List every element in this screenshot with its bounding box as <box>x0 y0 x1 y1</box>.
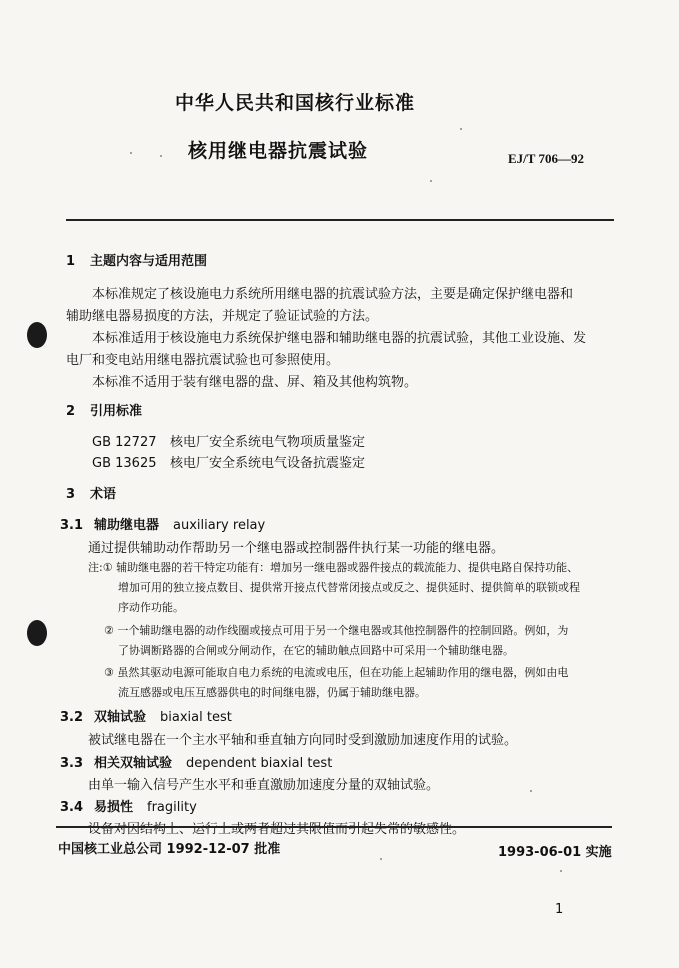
note-marker: ③ <box>104 666 114 679</box>
scan-speck <box>560 870 562 872</box>
note-marker: ② <box>104 624 114 637</box>
footer-rule <box>56 826 612 828</box>
scan-speck <box>460 128 462 130</box>
section-title: 主题内容与适用范围 <box>90 254 208 269</box>
paragraph-line: 辅助继电器易损度的方法，并规定了验证试验的方法。 <box>66 309 379 324</box>
note-line: 增加可用的独立接点数目、提供常开接点代替常闭接点或反之、提供延时、提供简单的联锁或程 <box>118 581 580 594</box>
term-number: 3.2 <box>60 710 84 725</box>
term-en: biaxial test <box>160 710 232 725</box>
section-number: 2 <box>66 404 76 419</box>
scan-speck <box>430 180 432 182</box>
punch-hole-bottom <box>27 620 47 646</box>
paragraph-line: 电厂和变电站用继电器抗震试验也可参照使用。 <box>66 353 340 368</box>
scan-speck <box>160 155 162 157</box>
scan-speck <box>530 790 532 792</box>
reference-code: GB 12727 <box>92 435 157 450</box>
reference-item <box>92 452 365 471</box>
org-heading: 中华人民共和国核行业标准 <box>175 92 416 114</box>
note-text: 虽然其驱动电源可能取自电力系统的电流或电压，但在功能上起辅助作用的继电器，例如由电 <box>117 666 569 679</box>
reference-title: 核电厂安全系统电气设备抗震鉴定 <box>170 456 366 471</box>
standard-code: EJ/T 706—92 <box>508 151 584 166</box>
term-cn: 辅助继电器 <box>94 518 160 533</box>
note-line: 序动作功能。 <box>118 601 184 614</box>
term-number: 3.4 <box>60 800 84 815</box>
term-number: 3.1 <box>60 518 84 533</box>
reference-code: GB 13625 <box>92 456 157 471</box>
header-rule <box>66 219 614 221</box>
term-cn: 双轴试验 <box>94 710 147 725</box>
section-2-heading <box>66 400 142 419</box>
reference-title: 核电厂安全系统电气物项质量鉴定 <box>170 435 366 450</box>
note-text: 一个辅助继电器的动作线圈或接点可用于另一个继电器或其他控制器件的控制回路。例如，为 <box>117 624 569 637</box>
term-number: 3.3 <box>60 756 84 771</box>
section-title: 引用标准 <box>90 404 143 419</box>
reference-item <box>92 431 365 450</box>
term-en: dependent biaxial test <box>186 756 333 771</box>
paragraph-line: 本标准适用于核设施电力系统保护继电器和辅助继电器的抗震试验，其他工业设施、发 <box>92 331 587 346</box>
term-definition: 被试继电器在一个主水平轴和垂直轴方向同时受到激励加速度作用的试验。 <box>88 733 518 748</box>
note-line <box>104 622 568 638</box>
page-number: 1 <box>555 902 564 917</box>
approval-line: 中国核工业总公司 1992-12-07 批准 <box>58 842 281 857</box>
term-en: auxiliary relay <box>173 518 266 533</box>
note-line <box>88 559 578 575</box>
note-text: 辅助继电器的若干特定功能有：增加另一继电器或器件接点的载流能力、提供电路自保持功能、 <box>116 561 579 574</box>
paragraph-line: 本标准不适用于装有继电器的盘、屏、箱及其他构筑物。 <box>92 375 418 390</box>
section-title: 术语 <box>90 487 117 502</box>
punch-hole-top <box>27 322 47 348</box>
term-3-1 <box>60 514 265 533</box>
term-3-4 <box>60 796 197 815</box>
term-cn: 相关双轴试验 <box>94 756 173 771</box>
term-3-2 <box>60 706 232 725</box>
term-3-3 <box>60 752 332 771</box>
term-cn: 易损性 <box>94 800 134 815</box>
note-line: 流互感器或电压互感器供电的时间继电器，仍属于辅助继电器。 <box>118 686 426 699</box>
term-definition: 设备对因结构上、运行上或两者超过其限值而引起失常的敏感性。 <box>88 822 466 837</box>
note-prefix: 注: <box>88 561 103 574</box>
term-definition: 通过提供辅助动作帮助另一个继电器或控制器件执行某一功能的继电器。 <box>88 541 505 556</box>
term-en: fragility <box>147 800 197 815</box>
section-1-heading <box>66 250 207 269</box>
scan-speck <box>130 152 132 154</box>
document-title: 核用继电器抗震试验 <box>188 140 369 162</box>
section-number: 3 <box>66 487 76 502</box>
note-line <box>104 664 568 680</box>
note-line: 了协调断路器的合闸或分闸动作，在它的辅助触点回路中可采用一个辅助继电器。 <box>118 644 514 657</box>
effective-date: 1993-06-01 实施 <box>498 845 612 860</box>
note-marker: ① <box>102 561 113 574</box>
section-number: 1 <box>66 254 76 269</box>
paragraph-line: 本标准规定了核设施电力系统所用继电器的抗震试验方法，主要是确定保护继电器和 <box>92 287 574 302</box>
section-3-heading <box>66 483 116 502</box>
term-definition: 由单一输入信号产生水平和垂直激励加速度分量的双轴试验。 <box>88 778 440 793</box>
scan-speck <box>380 858 382 860</box>
